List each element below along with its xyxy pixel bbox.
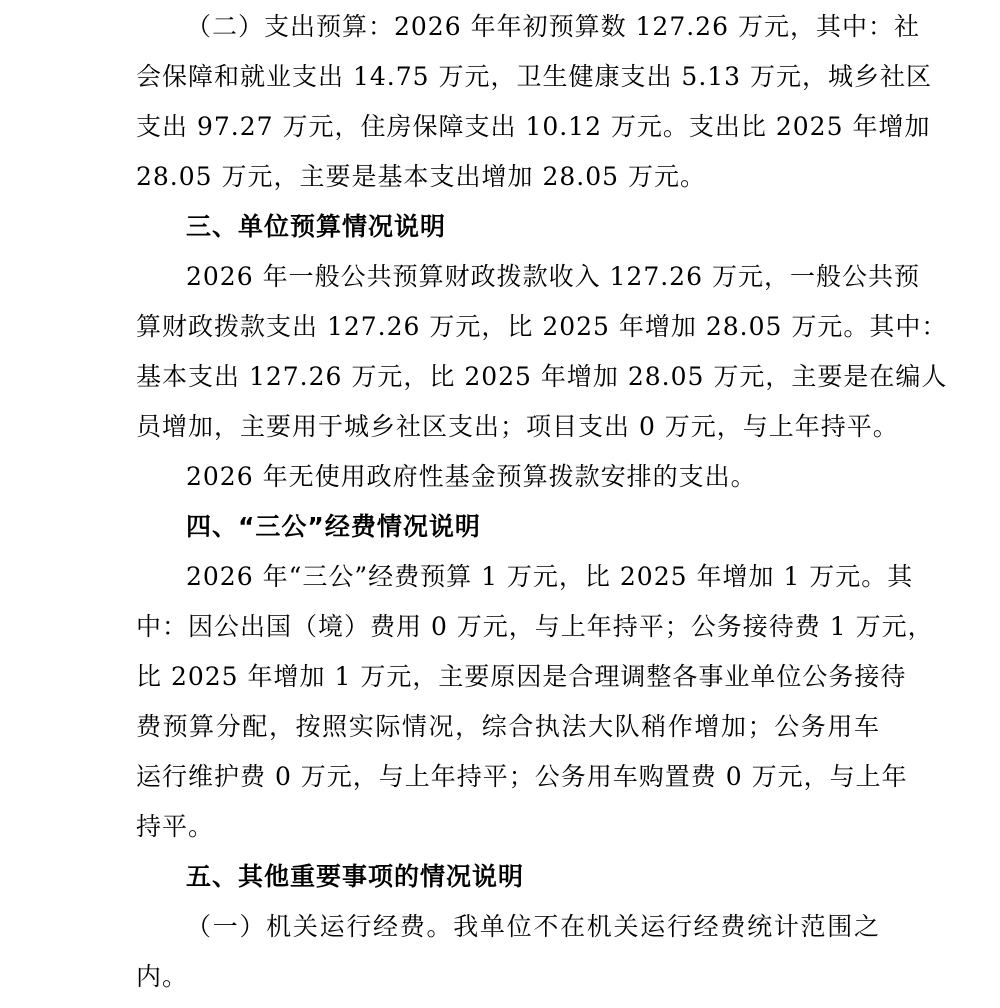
paragraph-line: （一）机关运行经费。我单位不在机关运行经费统计范围之 (186, 912, 880, 941)
paragraph-line: 费预算分配，按照实际情况，综合执法大队稍作增加；公务用车 (136, 712, 880, 741)
paragraph-line: 会保障和就业支出 14.75 万元，卫生健康支出 5.13 万元，城乡社区 (136, 62, 933, 91)
paragraph-line: 运行维护费 0 万元，与上年持平；公务用车购置费 0 万元，与上年 (136, 762, 908, 791)
paragraph-line: 支出 97.27 万元，住房保障支出 10.12 万元。支出比 2025 年增加 (136, 112, 931, 141)
paragraph-line: （二）支出预算：2026 年年初预算数 127.26 万元，其中：社 (186, 12, 920, 41)
paragraph-line: 持平。 (136, 812, 215, 841)
paragraph-line: 算财政拨款支出 127.26 万元，比 2025 年增加 28.05 万元。其中： (136, 312, 948, 341)
paragraph-line: 基本支出 127.26 万元，比 2025 年增加 28.05 万元，主要是在编人 (136, 362, 948, 391)
paragraph-line: 28.05 万元，主要是基本支出增加 28.05 万元。 (136, 162, 706, 191)
section-heading: 四、“三公”经费情况说明 (186, 512, 481, 541)
section-heading: 五、其他重要事项的情况说明 (186, 862, 525, 891)
paragraph-line: 中：因公出国（境）费用 0 万元，与上年持平；公务接待费 1 万元， (136, 612, 934, 641)
paragraph-line: 员增加，主要用于城乡社区支出；项目支出 0 万元，与上年持平。 (136, 412, 899, 441)
section-heading: 三、单位预算情况说明 (186, 212, 447, 241)
paragraph-line: 2026 年一般公共预算财政拨款收入 127.26 万元，一般公共预 (186, 262, 920, 291)
paragraph-line: 内。 (136, 962, 189, 991)
paragraph-line: 2026 年无使用政府性基金预算拨款安排的支出。 (186, 462, 757, 491)
paragraph-line: 比 2025 年增加 1 万元，主要原因是合理调整各事业单位公务接待 (136, 662, 907, 691)
paragraph-line: 2026 年“三公”经费预算 1 万元，比 2025 年增加 1 万元。其 (186, 562, 914, 591)
